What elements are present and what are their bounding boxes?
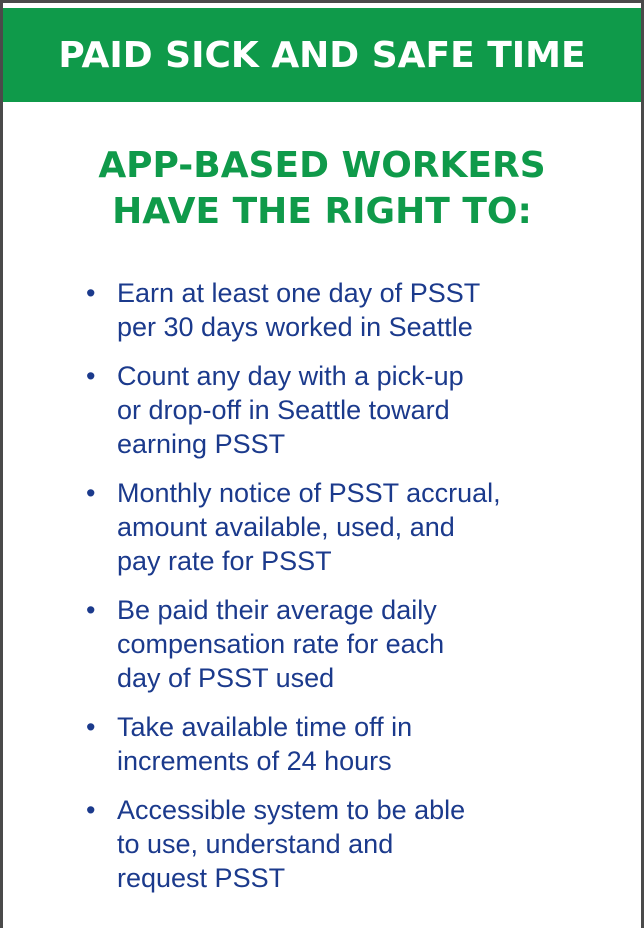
- list-item: [3, 359, 641, 461]
- rights-heading-line-2: HAVE THE RIGHT TO:: [112, 191, 532, 232]
- rights-list: [3, 276, 641, 910]
- list-item-line: or drop-off in Seattle toward: [117, 395, 450, 425]
- list-item: [3, 793, 641, 895]
- bullet-icon: •: [86, 361, 96, 391]
- rights-heading-line-1: APP-BASED WORKERS: [98, 145, 546, 186]
- bullet-icon: •: [86, 478, 96, 508]
- list-item-line: Accessible system to be able: [117, 795, 466, 825]
- list-item-line: earning PSST: [117, 429, 286, 459]
- list-item-line: per 30 days worked in Seattle: [117, 312, 473, 342]
- bullet-icon: •: [86, 595, 96, 625]
- list-item-line: compensation rate for each: [117, 629, 445, 659]
- list-item: [3, 476, 641, 578]
- list-item: [3, 710, 641, 778]
- bullet-icon: •: [86, 712, 96, 742]
- list-item-line: Monthly notice of PSST accrual,: [117, 478, 501, 508]
- list-item-line: day of PSST used: [117, 663, 335, 693]
- list-item-line: Take available time off in: [117, 712, 413, 742]
- banner-title: PAID SICK AND SAFE TIME: [58, 34, 586, 76]
- list-item-line: Earn at least one day of PSST: [117, 278, 481, 308]
- list-item-line: request PSST: [117, 863, 286, 893]
- list-item-line: pay rate for PSST: [117, 546, 332, 576]
- list-item-line: Count any day with a pick-up: [117, 361, 464, 391]
- bullet-icon: •: [86, 278, 96, 308]
- list-item: [3, 276, 641, 344]
- rights-heading: [3, 143, 641, 235]
- list-item-line: increments of 24 hours: [117, 746, 392, 776]
- list-item: [3, 593, 641, 695]
- title-banner: [3, 8, 641, 102]
- list-item-line: amount available, used, and: [117, 512, 455, 542]
- list-item-line: to use, understand and: [117, 829, 394, 859]
- bullet-icon: •: [86, 795, 96, 825]
- list-item-line: Be paid their average daily: [117, 595, 437, 625]
